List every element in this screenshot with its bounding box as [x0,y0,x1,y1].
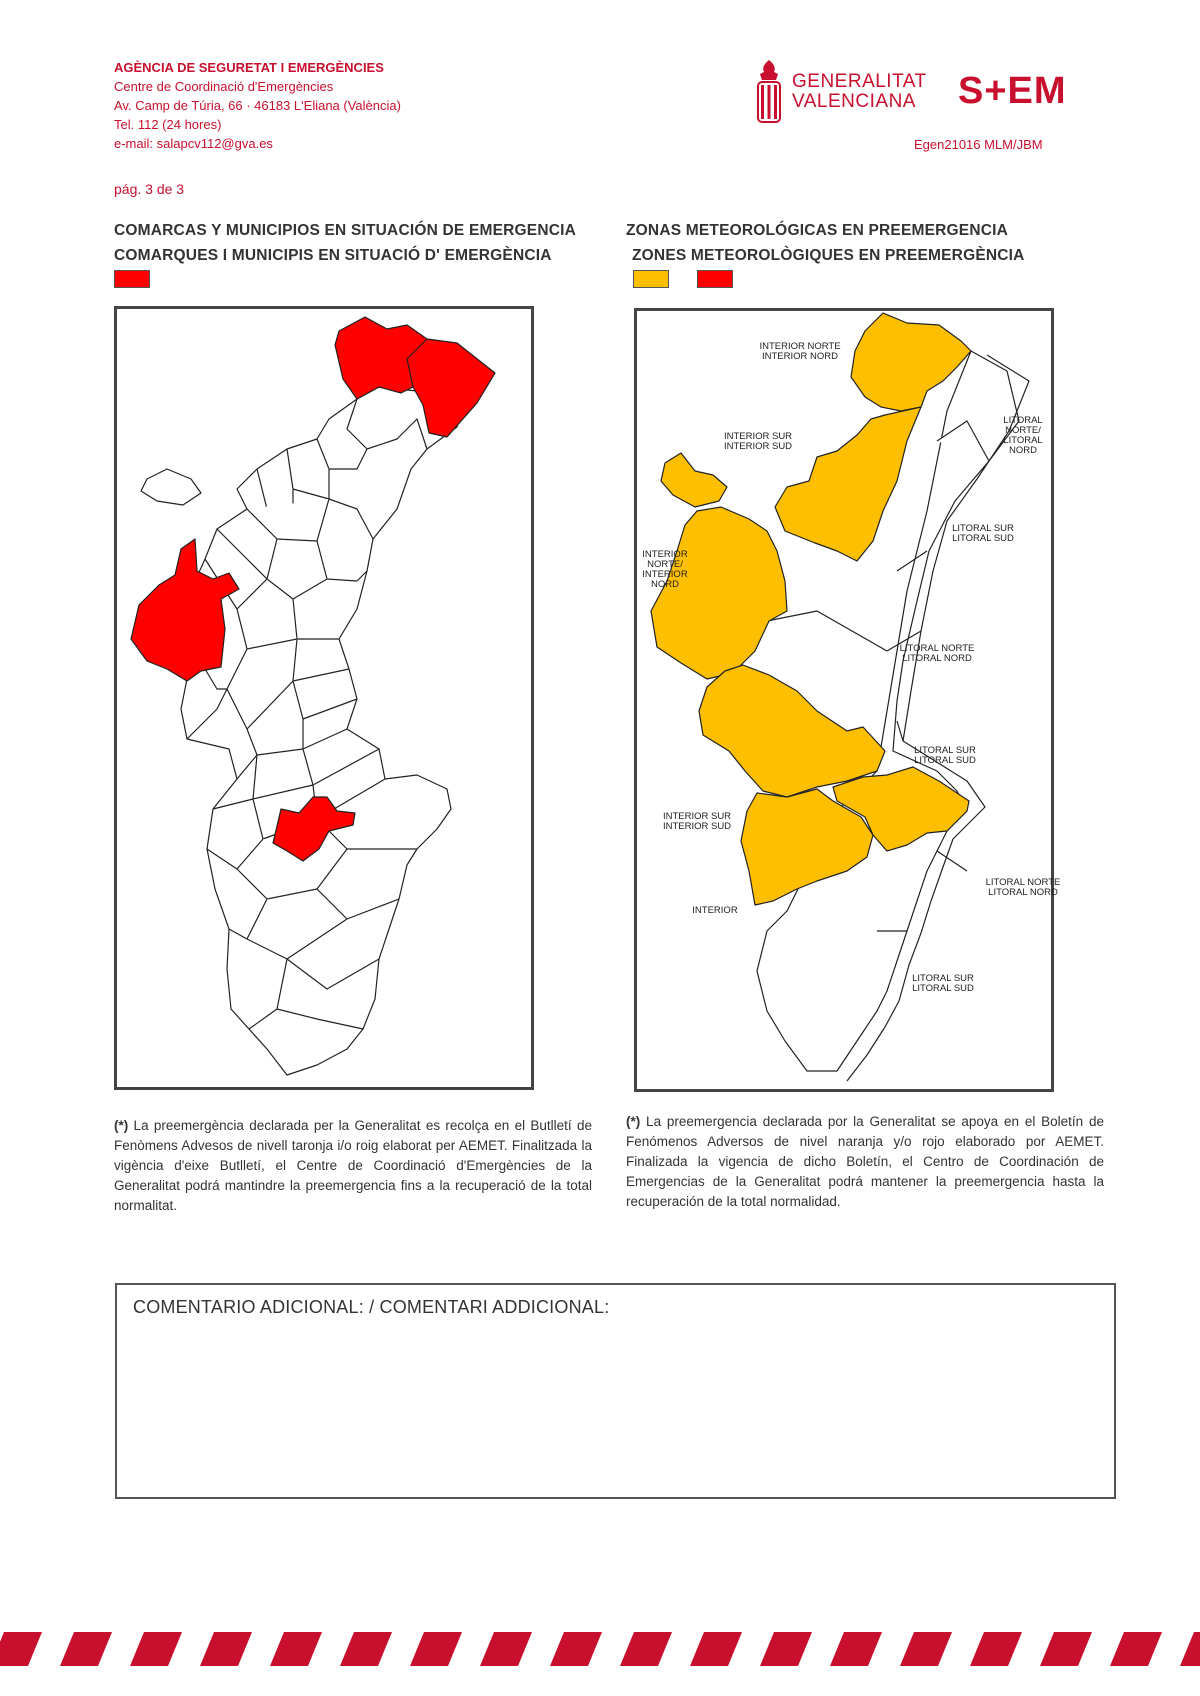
sem-logo: S+EM [958,70,1067,112]
zone-label-interior-sur-1: INTERIOR SUR [723,431,793,442]
zone-label-litoral-sur-3: LITORAL SUR [912,973,974,984]
footer-stripe [340,1632,392,1666]
footer-stripe [130,1632,182,1666]
emergency-legend-swatch [114,270,150,288]
footer-stripe [1110,1632,1162,1666]
orange-legend-swatch [633,270,669,288]
note-valencian [114,1116,592,1216]
zone-label-litoral-sud-2: LITORAL SUD [914,755,976,766]
zone-label-interior-sud-2: INTERIOR SUD [662,821,732,832]
zone-label-nord-2: NORD [651,579,679,590]
document-reference: Egen21016 MLM/JBM [914,137,1043,152]
generalitat-line1: GENERALITAT [792,71,927,92]
footer-stripe [760,1632,812,1666]
footer-stripe [900,1632,952,1666]
zone-label-litoral-2: LITORAL [1003,435,1043,446]
footer-stripe [1180,1632,1200,1666]
zone-label-litoral-sur-1: LITORAL SUR [952,523,1014,534]
footer-stripe [1040,1632,1092,1666]
meteorological-zones-map [634,308,1061,1092]
right-title-va: ZONES METEOROLÒGIQUES EN PREEMERGÈNCIA [632,247,1025,264]
org-name: AGÈNCIA DE SEGURETAT I EMERGÈNCIES [114,60,384,75]
zone-label-litoral-sud-1: LITORAL SUD [952,533,1014,544]
right-title-es: ZONAS METEOROLÓGICAS EN PREEMERGENCIA [626,222,1009,239]
zone-label-norte-2: NORTE/ [647,559,683,570]
generalitat-line2: VALENCIANA [792,91,916,112]
note-spanish [626,1112,1104,1212]
zone-label-nord-1: NORD [1009,445,1037,456]
left-title-es: COMARCAS Y MUNICIPIOS EN SITUACIÓN DE EMERGENCIA [114,222,577,239]
note-va-text: La preemergència declarada per la Generalitat es recolça en el Butlletí de Fenòmens Advesos de nivell taronja i/o roig elaborat per AEMET. Finalitzada la vigència d'eixe Butlletí, el Centre de Coordinació d'Emergències de la Generalitat podrá mantindre la preemergencia fins a la recuperació de la total normalitat. [114,1118,592,1213]
zone-label-interior-sud-1: INTERIOR SUD [723,441,793,452]
zone-interior-south-north [775,407,921,561]
footer-stripes [0,1632,1200,1666]
footer-stripe [970,1632,1022,1666]
zone-label-litoral-norte-2: LITORAL NORTE [985,877,1061,888]
zone-label-litoral-nord-2: LITORAL NORD [988,887,1058,898]
org-center: Centre de Coordinació d'Emergències [114,79,334,94]
zone-label-litoral-nord-1: LITORAL NORD [902,653,972,664]
additional-comment-box [115,1283,1116,1499]
note-es-text: La preemergencia declarada por la Generalitat se apoya en el Boletín de Fenómenos Adversos de nivel naranja y/o rojo elaborado por AEMET. Finalizada la vigencia de dicho Boletín, el Centro de Coordinación de Emergencias de la Generalitat podrá mantener la preemergencia hasta la recuperación de la total normalidad. [626,1114,1104,1209]
zone-rincon [661,453,727,507]
footer-stripe [60,1632,112,1666]
additional-comment-label: COMENTARIO ADICIONAL: / COMENTARI ADDICIONAL: [133,1297,610,1317]
zone-label-litoral-1: LITORAL [1003,415,1043,426]
zone-label-interior-b: INTERIOR [642,569,688,580]
municipalities-map [114,306,534,1090]
footer-stripe [830,1632,882,1666]
note-va-asterisk: (*) [114,1118,129,1133]
page-number: pág. 3 de 3 [114,181,185,197]
note-es-asterisk: (*) [626,1114,641,1129]
meteorological-zones-map-svg [637,311,1061,1089]
org-address: Av. Camp de Túria, 66 · 46183 L'Eliana (València) [114,98,401,113]
organization-block [114,58,401,153]
left-title-va: COMARQUES I MUNICIPIS EN SITUACIÓ D' EMERGÈNCIA [114,247,552,264]
footer-stripe [690,1632,742,1666]
org-email: e-mail: salapcv112@gva.es [114,136,273,151]
zone-label-interior-c: INTERIOR [692,905,738,916]
footer-stripe [480,1632,532,1666]
generalitat-shield-icon [752,58,786,128]
zone-label-interior-sur-2: INTERIOR SUR [662,811,732,822]
org-phone: Tel. 112 (24 hores) [114,117,222,132]
footer-stripe [200,1632,252,1666]
zone-label-litoral-sud-3: LITORAL SUD [912,983,974,994]
zone-label-interior-nord: INTERIOR NORD [762,351,838,362]
footer-stripe [410,1632,462,1666]
zone-label-interior-a: INTERIOR [642,549,688,560]
footer-stripe [550,1632,602,1666]
zone-label-litoral-norte-1: LITORAL NORTE [899,643,975,654]
red-legend-swatch [697,270,733,288]
footer-stripes-svg [0,1632,1200,1666]
zone-label-interior-norte: INTERIOR NORTE [759,341,841,352]
logos [752,58,1082,128]
rincon-enclave [141,469,201,505]
footer-stripe [620,1632,672,1666]
footer-stripe [270,1632,322,1666]
footer-stripe [0,1632,42,1666]
zone-label-litoral-sur-2: LITORAL SUR [914,745,976,756]
zone-interior-north-west [651,507,787,679]
municipalities-map-svg [117,309,531,1087]
zone-interior-south-centre [699,665,885,797]
zone-label-norte-1: NORTE/ [1005,425,1041,436]
